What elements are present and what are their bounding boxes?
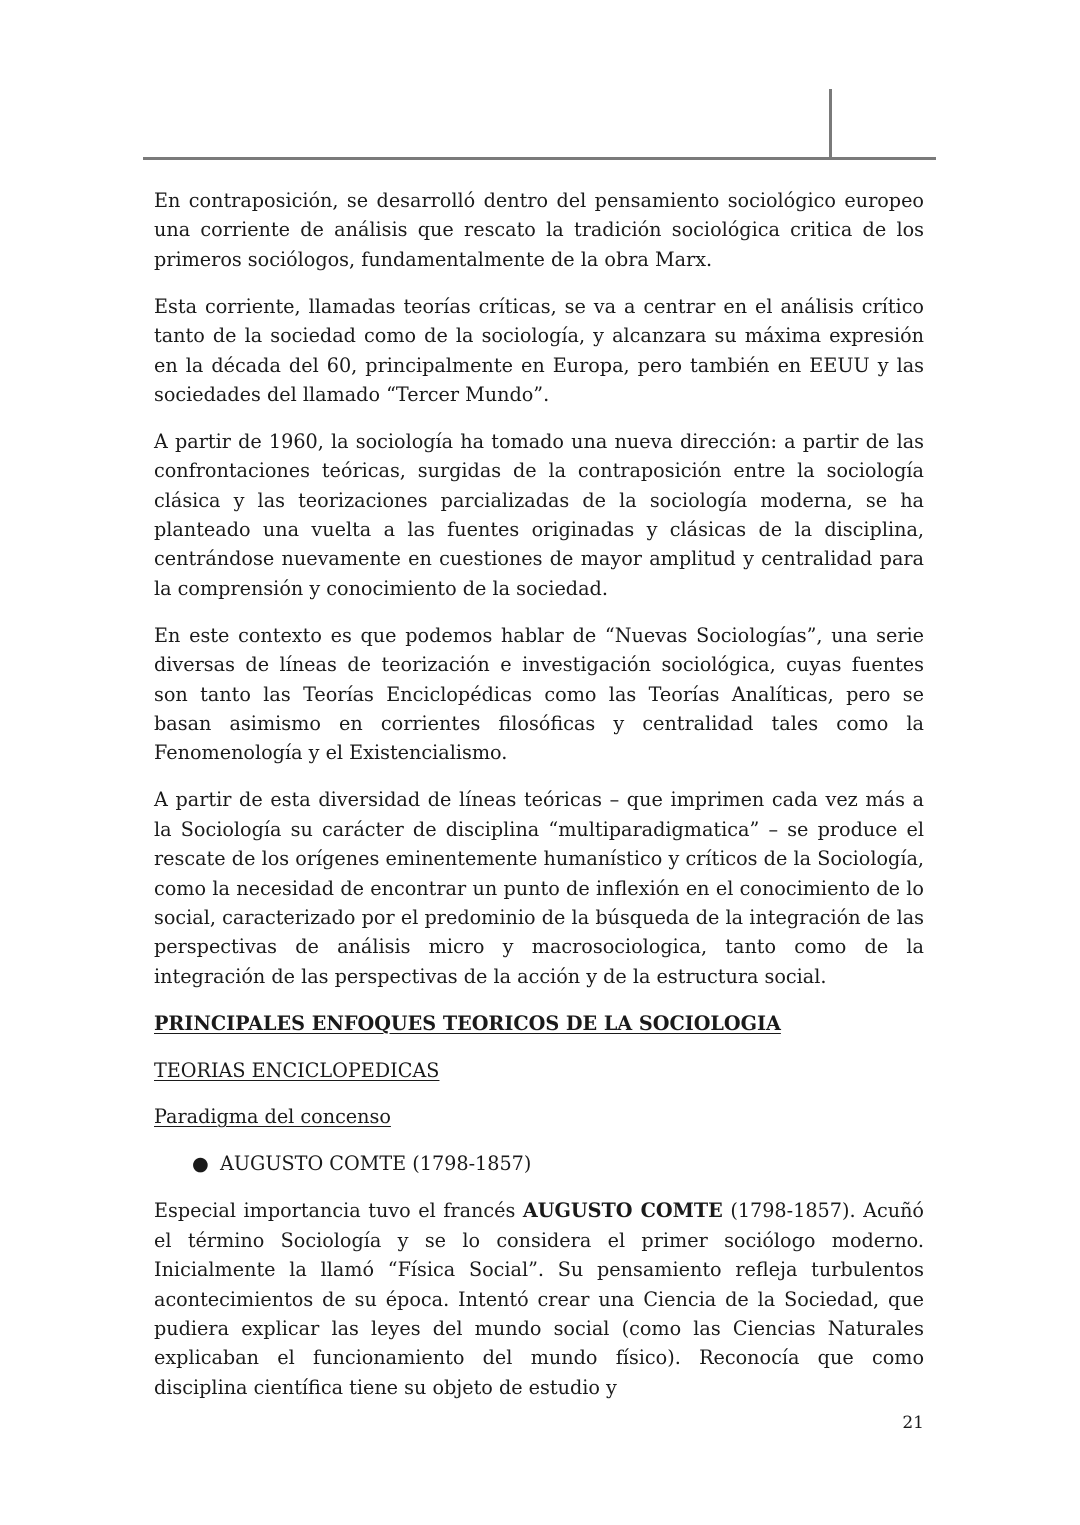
paragraph-teorias-criticas: Esta corriente, llamadas teorías críticas, se va a centrar en el análisis crítico tanto de la sociedad como de la sociología, y alcanzara su máxima expresión en la década del 60, principalmente en Europa, pero también en EEUU y las sociedades del llamado “Tercer Mundo”. xyxy=(154,294,924,406)
comte-text-before: Especial importancia tuvo el francés xyxy=(154,1199,523,1223)
list-item xyxy=(154,1149,924,1178)
header-rule xyxy=(143,157,936,160)
section-heading: PRINCIPALES ENFOQUES TEORICOS DE LA SOCIOLOGIA xyxy=(154,1011,781,1035)
paragraph-1960: A partir de 1960, la sociología ha tomado una nueva dirección: a partir de las confrontaciones teóricas, surgidas de la contraposición entre la sociología clásica y las teorizaciones parcializadas de la sociología moderna, se ha planteado una vuelta a las fuentes originadas y clásicas de la disciplina, centrándose nuevamente en cuestiones de mayor amplitud y centralidad para la comprensión y conocimiento de la sociedad. xyxy=(154,429,924,600)
paragraph-nuevas-sociologias: En este contexto es que podemos hablar de “Nuevas Sociologías”, una serie diversas de líneas de teorización e investigación sociológica, cuyas fuentes son tanto las Teorías Enciclopédicas como las Teorías Analíticas, pero se basan asimismo en corrientes filosóficas y centralidad tales como la Fenomenología y el Existencialismo. xyxy=(154,623,924,765)
paragraph-diversidad: A partir de esta diversidad de líneas teóricas – que imprimen cada vez más a la Sociología su carácter de disciplina “multiparadigmatica” – se produce el rescate de los orígenes eminentemente humanístico y críticos de la Sociología, como la necesidad de encontrar un punto de inflexión en el conocimiento de lo social, caracterizado por el predominio de la búsqueda de la integración de las perspectivas de análisis micro y macrosociologica, tanto como de la integración de las perspectivas de la acción y de la estructura social. xyxy=(154,788,924,988)
paragraph-comte xyxy=(154,1196,924,1402)
comte-name-bold: AUGUSTO COMTE xyxy=(522,1199,723,1223)
bullet-icon: ● xyxy=(192,1152,209,1176)
list-item-text: AUGUSTO COMTE (1798-1857) xyxy=(220,1152,532,1176)
paragraph-contraposicion: En contraposición, se desarrolló dentro del pensamiento sociológico europeo una corriente de análisis que rescato la tradición sociológica critica de los primeros sociólogos, fundamentalmente de la obra Marx. xyxy=(154,189,924,271)
bullet-list xyxy=(154,1149,924,1178)
paradigm-heading: Paradigma del concenso xyxy=(154,1105,391,1129)
page-number: 21 xyxy=(902,1413,924,1433)
subsection-heading: TEORIAS ENCICLOPEDICAS xyxy=(154,1058,440,1082)
page-content xyxy=(154,186,924,1420)
comte-text-after: (1798-1857). Acuñó el término Sociología y se lo considera el primer sociólogo moderno. Inicialmente la llamó “Física Social”. Su pensamiento refleja turbulentos acontecimientos de su época. Intentó crear una Ciencia de la Sociedad, que pudiera explicar las leyes del mundo social (como las Ciencias Naturales explicaban el funcionamiento del mundo físico). Reconocía que como disciplina científica tiene su objeto de estudio y xyxy=(154,1199,924,1399)
header-vertical-tick xyxy=(829,89,832,160)
